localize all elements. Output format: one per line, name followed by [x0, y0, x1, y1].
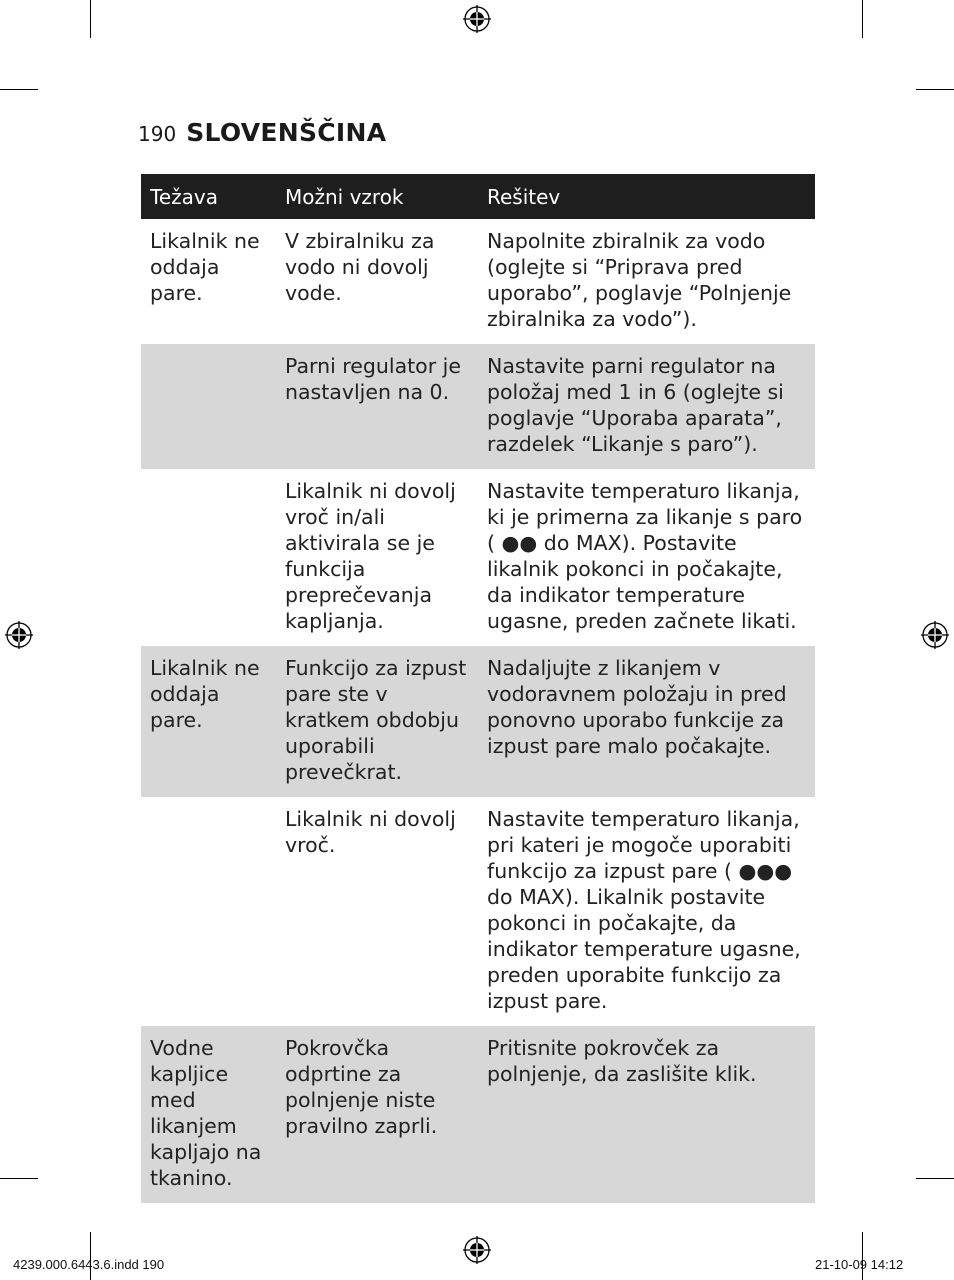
- cell-solution: Nadaljujte z likanjem v vodoravnem položaju in pred ponovno uporabo funkcije za izpust pare malo počakajte.: [478, 646, 815, 797]
- registration-mark-icon: [921, 621, 949, 649]
- cell-problem: Likalnik ne oddaja pare.: [150, 229, 260, 305]
- troubleshooting-table: [141, 174, 815, 1203]
- cell-problem: [141, 469, 276, 646]
- column-header-problem: Težava: [141, 174, 276, 219]
- cell-problem: Vodne kapljice med likanjem kapljajo na tkanino.: [141, 1026, 276, 1203]
- cell-problem: [141, 344, 276, 469]
- cell-cause: Likalnik ni dovolj vroč in/ali aktivirala se je funkcija preprečevanja kapljanja.: [285, 479, 456, 633]
- crop-mark: [0, 1178, 38, 1179]
- cell-cause: Likalnik ni dovolj vroč.: [285, 807, 456, 857]
- column-header-solution: Rešitev: [478, 174, 815, 219]
- page-header: [138, 118, 386, 147]
- registration-mark-icon: [463, 5, 491, 33]
- crop-mark: [0, 89, 38, 90]
- column-header-cause: Možni vzrok: [276, 174, 478, 219]
- crop-mark: [862, 1232, 863, 1280]
- crop-mark: [862, 0, 863, 38]
- cell-cause: Funkcijo za izpust pare ste v kratkem obdobju uporabili prevečkrat.: [276, 646, 478, 797]
- crop-mark: [916, 89, 954, 90]
- table-header-row: [141, 174, 815, 219]
- crop-mark: [916, 1178, 954, 1179]
- registration-mark-icon: [5, 621, 33, 649]
- crop-mark: [90, 1232, 91, 1280]
- cell-solution: Nastavite parni regulator na položaj med 1 in 6 (oglejte si poglavje “Uporaba aparata”, razdelek “Likanje s paro”).: [478, 344, 815, 469]
- table-row: [141, 797, 815, 1026]
- table-row: [141, 1026, 815, 1203]
- cell-solution: Pritisnite pokrovček za polnjenje, da zaslišite klik.: [478, 1026, 815, 1203]
- cell-cause: Pokrovčka odprtine za polnjenje niste pravilno zaprli.: [276, 1026, 478, 1203]
- table-row: [141, 469, 815, 646]
- footer-file-info: 4239.000.6443.6.indd 190: [13, 1257, 165, 1272]
- cell-solution: Nastavite temperaturo likanja, ki je primerna za likanje s paro ( ●● do MAX). Postavite likalnik pokonci in počakajte, da indikator temperature ugasne, preden začnete likati.: [487, 479, 803, 633]
- footer-date: 21-10-09 14:12: [815, 1257, 904, 1272]
- cell-cause: V zbiralniku za vodo ni dovolj vode.: [285, 229, 435, 305]
- table-row: [141, 219, 815, 344]
- cell-problem: Likalnik ne oddaja pare.: [141, 646, 276, 797]
- table-row: [141, 646, 815, 797]
- table-row: [141, 344, 815, 469]
- registration-mark-icon: [463, 1236, 491, 1264]
- cell-solution: Nastavite temperaturo likanja, pri kateri je mogoče uporabiti funkcijo za izpust pare ( ●●● do MAX). Likalnik postavite pokonci in počakajte, da indikator temperature ugasne, preden uporabite funkcijo za izpust pare.: [487, 807, 801, 1013]
- cell-problem: [141, 797, 276, 1026]
- cell-solution: Napolnite zbiralnik za vodo (oglejte si “Priprava pred uporabo”, poglavje “Polnjenje zbiralnika za vodo”).: [487, 229, 792, 331]
- section-title: SLOVENŠČINA: [186, 118, 387, 147]
- cell-cause: Parni regulator je nastavljen na 0.: [276, 344, 478, 469]
- page-number: 190: [138, 122, 177, 146]
- crop-mark: [90, 0, 91, 38]
